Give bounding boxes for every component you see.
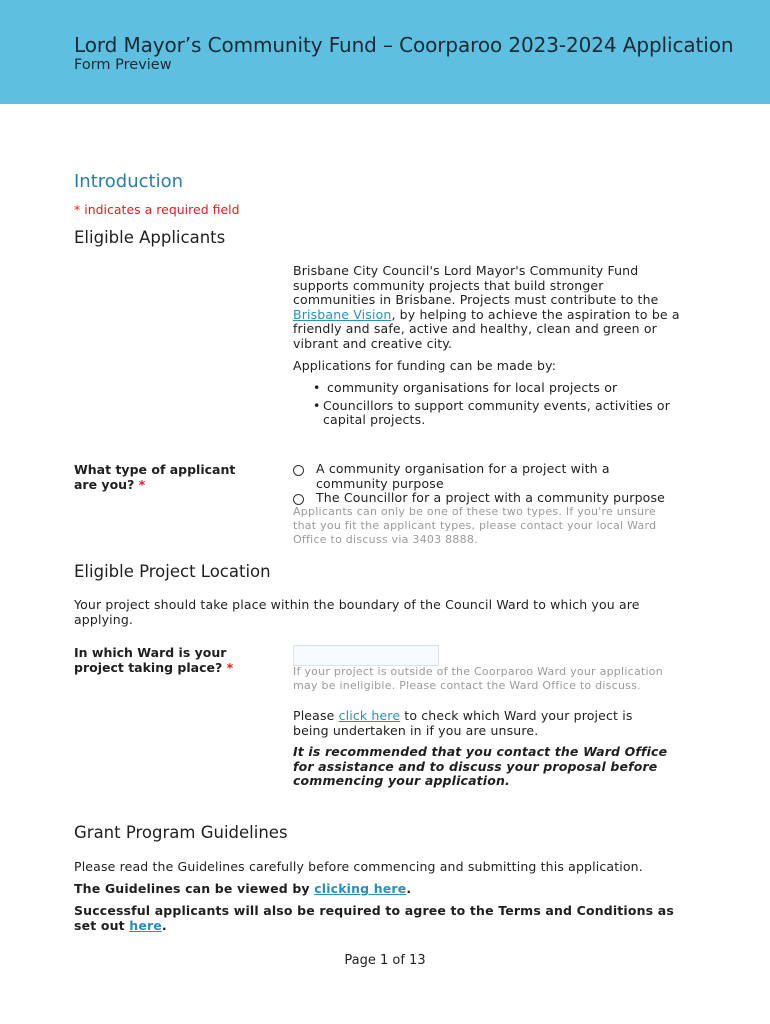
brisbane-vision-link[interactable]: Brisbane Vision bbox=[293, 306, 392, 322]
introduction-heading: Introduction bbox=[74, 171, 184, 192]
guidelines-link-line: The Guidelines can be viewed by clicking here. bbox=[74, 881, 412, 896]
terms-line: Successful applicants will also be required to agree to the Terms and Conditions as set out here. bbox=[74, 903, 674, 933]
eligibility-list bbox=[313, 381, 683, 428]
terms-link[interactable]: here bbox=[129, 917, 162, 933]
form-subtitle: Form Preview bbox=[74, 57, 172, 73]
guidelines-instruction: Please read the Guidelines carefully before commencing and submitting this application. bbox=[74, 859, 643, 874]
funding-eligibility-intro: Applications for funding can be made by: bbox=[293, 358, 557, 373]
radio-button[interactable] bbox=[293, 465, 304, 476]
applicant-type-options bbox=[293, 462, 683, 506]
project-location-intro: Your project should take place within the boundary of the Council Ward to which you are applying. bbox=[74, 597, 640, 627]
eligible-applicants-heading: Eligible Applicants bbox=[74, 228, 226, 247]
radio-option-community[interactable]: A community organisation for a project with a community purpose bbox=[293, 462, 683, 491]
list-item: • community organisations for local projects or bbox=[313, 380, 618, 395]
required-asterisk: * bbox=[226, 660, 234, 675]
fund-description-text-end: , by helping to achieve the aspiration to be a friendly and safe, active and healthy, clean and green or vibrant and creative city. bbox=[293, 306, 680, 351]
ward-label: In which Ward is your project taking place? * bbox=[74, 645, 234, 675]
guidelines-heading: Grant Program Guidelines bbox=[74, 823, 288, 842]
form-title: Lord Mayor’s Community Fund – Coorparoo 2023-2024 Application bbox=[74, 33, 734, 57]
ward-check-link[interactable]: click here bbox=[338, 708, 401, 723]
guidelines-link[interactable]: clicking here bbox=[314, 881, 407, 896]
ward-check-text: Please click here to check which Ward your project is being undertaken in if you are unsure. bbox=[293, 708, 633, 738]
radio-button[interactable] bbox=[293, 494, 304, 505]
required-asterisk: * bbox=[138, 477, 146, 492]
applicant-type-label: What type of applicant are you? * bbox=[74, 462, 236, 492]
list-item: • Councillors to support community events, activities or capital projects. bbox=[313, 397, 671, 428]
fund-description-text: Brisbane City Council's Lord Mayor's Community Fund supports community projects that build stronger communities in Brisbane. Projects must contribute to the bbox=[293, 263, 659, 308]
fund-description bbox=[293, 264, 683, 352]
applicant-type-help: Applicants can only be one of these two types. If you're unsure that you fit the applicant types, please contact your local Ward Office to discuss via 3403 8888. bbox=[293, 505, 657, 546]
radio-option-councillor[interactable]: The Councillor for a project with a community purpose bbox=[293, 491, 683, 506]
required-field-note: * indicates a required field bbox=[74, 202, 240, 217]
ward-input[interactable] bbox=[293, 645, 439, 666]
ward-help: If your project is outside of the Coorparoo Ward your application may be ineligible. Please contact the Ward Office to discuss. bbox=[293, 665, 664, 692]
page-number: Page 1 of 13 bbox=[344, 953, 426, 968]
project-location-heading: Eligible Project Location bbox=[74, 562, 271, 581]
recommendation-note: It is recommended that you contact the Ward Office for assistance and to discuss your proposal before commencing your application. bbox=[293, 744, 668, 789]
page-header bbox=[0, 0, 770, 104]
